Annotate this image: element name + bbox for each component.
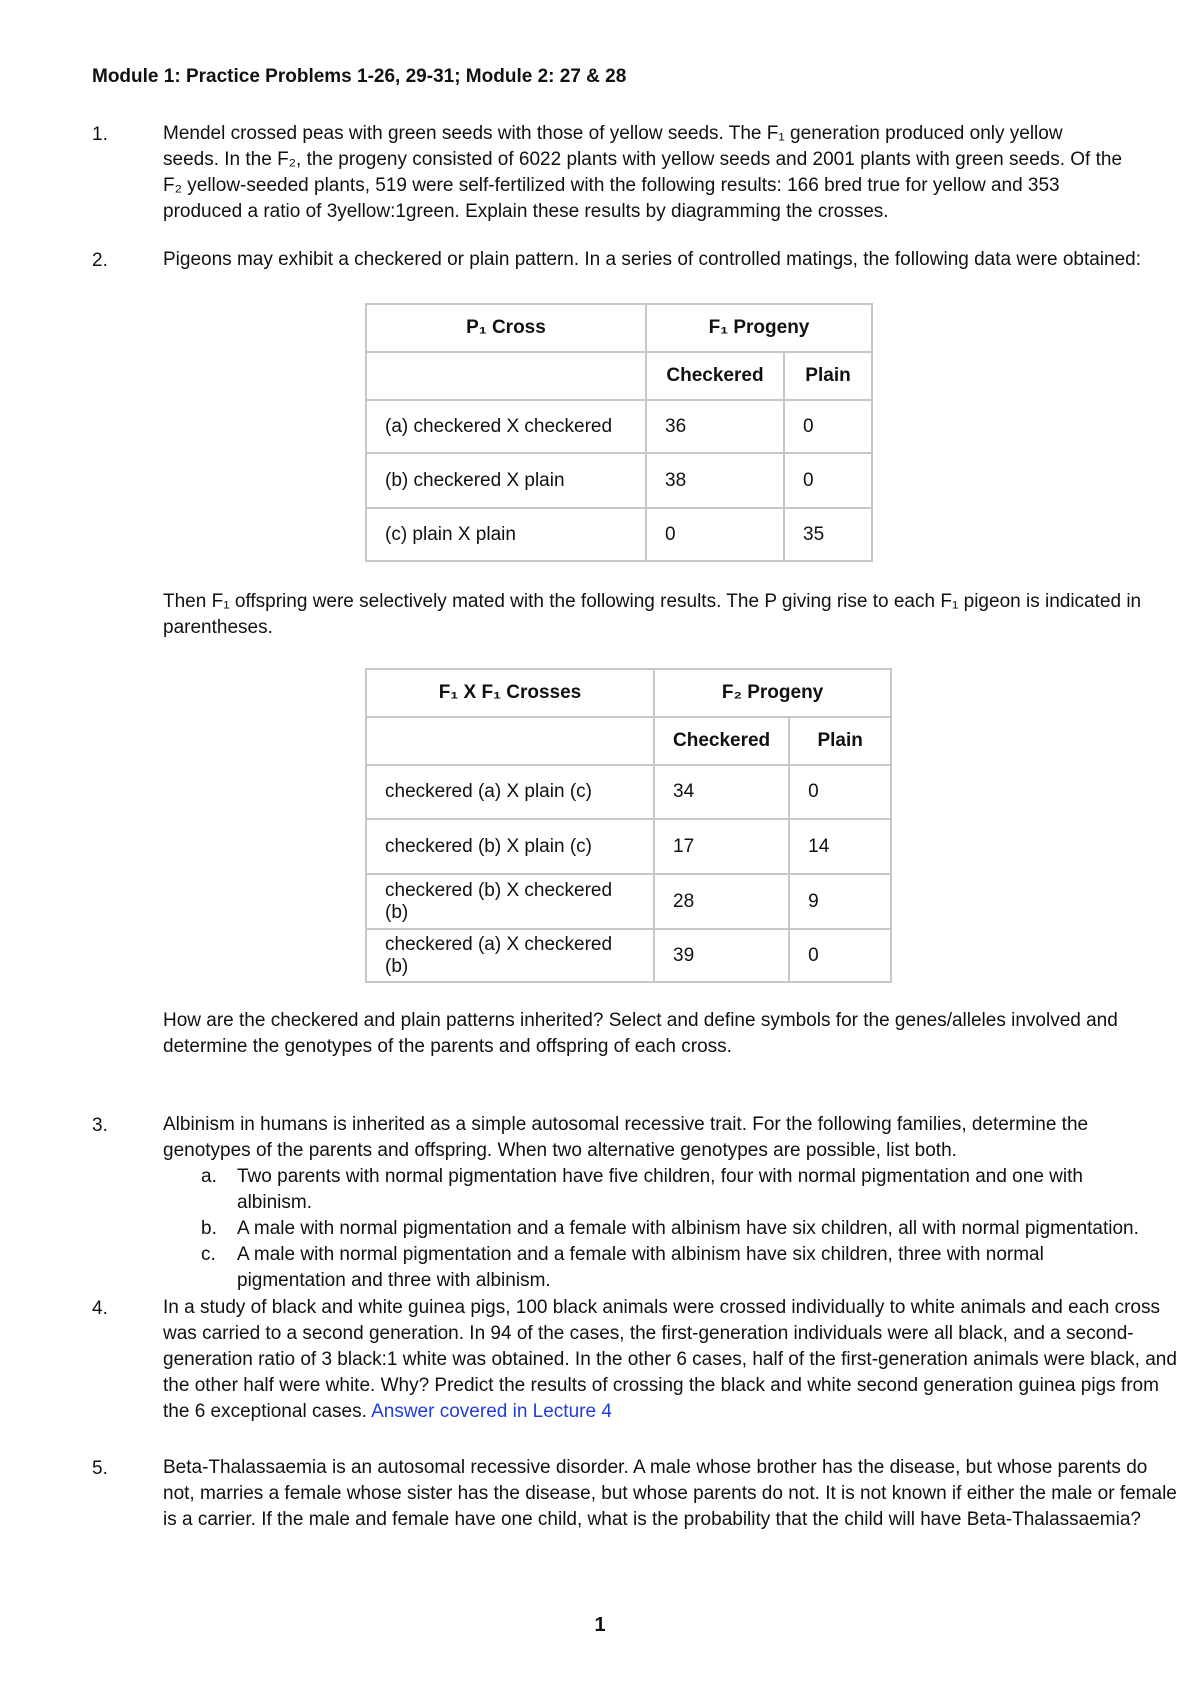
checkered-cell: 38 [646, 453, 784, 508]
table-row [366, 874, 891, 929]
list-item-text: A male with normal pigmentation and a female with albinism have six children, all with normal pigmentation. [237, 1218, 1139, 1239]
plain-cell: 0 [789, 929, 891, 982]
problem-2-question: How are the checkered and plain patterns inherited? Select and define symbols for the genes/alleles involved and determine the genotypes of the parents and offspring of each cross. [163, 1010, 1118, 1057]
plain-cell: 0 [784, 400, 872, 453]
checkered-cell: 36 [646, 400, 784, 453]
checkered-cell: 39 [654, 929, 789, 982]
empty-cell [366, 717, 654, 765]
list-item [163, 1216, 1163, 1242]
f1-progeny-header: F₁ Progeny [646, 304, 872, 352]
table-row [366, 453, 872, 508]
list-item-label: c. [201, 1244, 216, 1265]
list-item [163, 1242, 1097, 1294]
plain-cell: 9 [789, 874, 891, 929]
plain-cell: 35 [784, 508, 872, 561]
problem-4-text: In a study of black and white guinea pigs, 100 black animals were crossed individually to white animals and each cross was carried to a second generation. In 94 of the cases, the first-generation individuals were all black, and a second-generation ratio of 3 black:1 white was obtained. In the other 6 cases, half of the first-generation animals were black, and the other half were white. Why? Predict the results of crossing the black and white second generation guinea pigs from the 6 exceptional cases. [163, 1297, 1177, 1422]
problem-4-body [163, 1295, 1183, 1425]
list-item-label: b. [201, 1218, 217, 1239]
cross-cell: checkered (a) X plain (c) [366, 765, 654, 819]
plain-cell: 0 [784, 453, 872, 508]
checkered-cell: 0 [646, 508, 784, 561]
f1-crosses-header: F₁ X F₁ Crosses [366, 669, 654, 717]
cross-cell: (c) plain X plain [366, 508, 646, 561]
plain-cell: 14 [789, 819, 891, 874]
checkered-subheader: Checkered [654, 717, 789, 765]
cross-cell: checkered (a) X checkered (b) [366, 929, 654, 982]
problem-2-text: Pigeons may exhibit a checkered or plain pattern. In a series of controlled matings, the following data were obtained: [163, 249, 1142, 270]
list-item-label: a. [201, 1166, 217, 1187]
problem-2-middle-text: Then F₁ offspring were selectively mated with the following results. The P giving rise to each F₁ pigeon is indicated in parentheses. [163, 591, 1142, 638]
p1-cross-table [365, 303, 873, 562]
page-title: Module 1: Practice Problems 1-26, 29-31; Module 2: 27 & 28 [92, 66, 627, 87]
plain-cell: 0 [789, 765, 891, 819]
checkered-subheader: Checkered [646, 352, 784, 400]
checkered-cell: 17 [654, 819, 789, 874]
problem-5-text: Beta-Thalassaemia is an autosomal recessive disorder. A male whose brother has the disease, but whose parents do not, marries a female whose sister has the disease, but whose parents do not. It is not known if either the male or female is a carrier. If the male and female have one child, what is the probability that the child will have Beta-Thalassaemia? [163, 1457, 1177, 1530]
cross-cell: checkered (b) X plain (c) [366, 819, 654, 874]
list-item-text: A male with normal pigmentation and a female with albinism have six children, three with normal pigmentation and three with albinism. [237, 1244, 1044, 1291]
f1-crosses-table [365, 668, 892, 983]
checkered-cell: 34 [654, 765, 789, 819]
cross-cell: (a) checkered X checkered [366, 400, 646, 453]
empty-cell [366, 352, 646, 400]
plain-subheader: Plain [784, 352, 872, 400]
problem-1-text: Mendel crossed peas with green seeds with those of yellow seeds. The F₁ generation produced only yellow seeds. In the F₂, the progeny consisted of 6022 plants with yellow seeds and 2001 plants with green seeds. Of the F₂ yellow-seeded plants, 519 were self-fertilized with the following results: 166 bred true for yellow and 353 produced a ratio of 3yellow:1green. Explain these results by diagramming the crosses. [163, 123, 1123, 222]
table-row [366, 765, 891, 819]
table-row [366, 929, 891, 982]
problem-3-list [163, 1164, 1163, 1294]
problem-2-number: 2. [92, 250, 108, 271]
p1-cross-header: P₁ Cross [366, 304, 646, 352]
table-row [366, 819, 891, 874]
cross-cell: (b) checkered X plain [366, 453, 646, 508]
cross-cell: checkered (b) X checkered (b) [366, 874, 654, 929]
list-item-text: Two parents with normal pigmentation have five children, four with normal pigmentation and one with albinism. [237, 1166, 1083, 1213]
table-row [366, 400, 872, 453]
page-number: 1 [594, 1614, 606, 1636]
list-item [163, 1164, 1163, 1216]
table-row [366, 508, 872, 561]
problem-5-number: 5. [92, 1458, 108, 1479]
problem-3-number: 3. [92, 1115, 108, 1136]
lecture-answer-link[interactable]: Answer covered in Lecture 4 [371, 1401, 612, 1422]
problem-1-number: 1. [92, 124, 108, 145]
checkered-cell: 28 [654, 874, 789, 929]
f2-progeny-header: F₂ Progeny [654, 669, 891, 717]
problem-4-number: 4. [92, 1298, 108, 1319]
problem-3-text: Albinism in humans is inherited as a simple autosomal recessive trait. For the following families, determine the genotypes of the parents and offspring. When two alternative genotypes are possible, list both. [163, 1114, 1089, 1161]
plain-subheader: Plain [789, 717, 891, 765]
